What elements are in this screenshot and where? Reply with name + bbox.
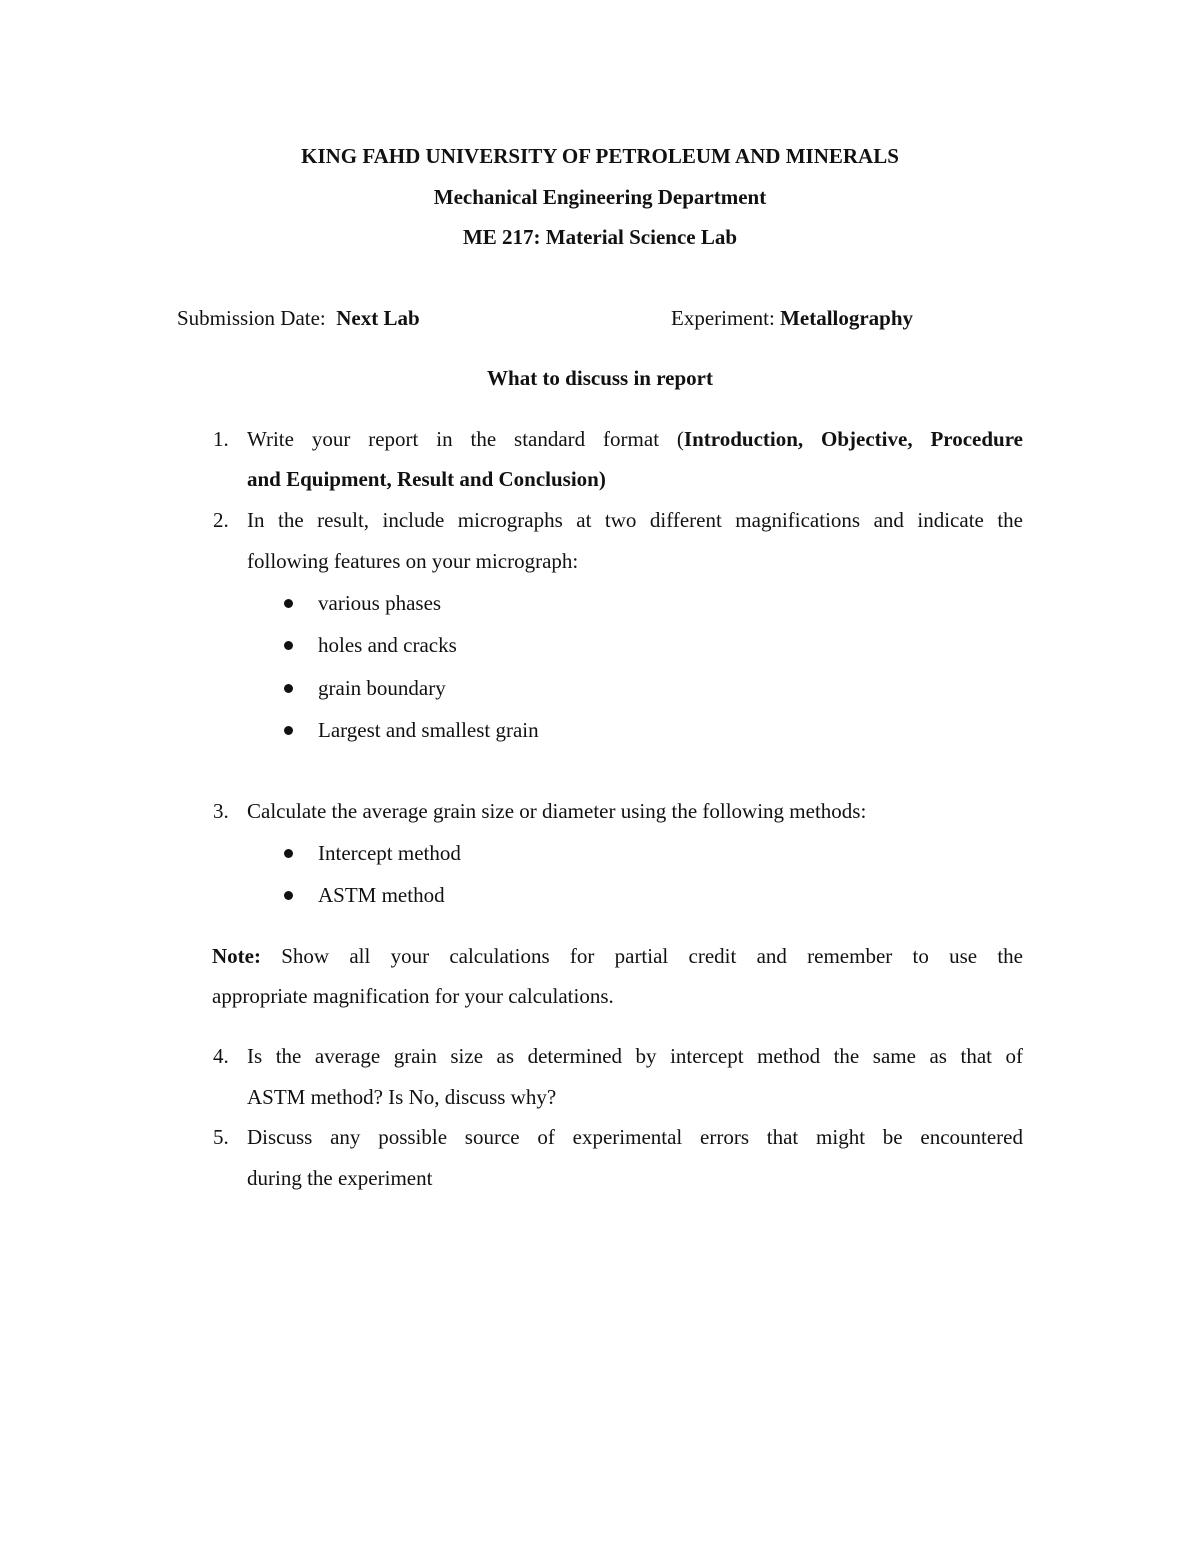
bullet-icon xyxy=(284,891,293,900)
item-1-bold-sections-cont: and Equipment, Result and Conclusion xyxy=(247,467,599,491)
item-5-line-1: Discuss any possible source of experimental errors that might be encountered xyxy=(247,1125,1023,1149)
item-4-line-2: ASTM method? Is No, discuss why? xyxy=(247,1085,557,1109)
item-3-bullet-1: Intercept method xyxy=(318,841,461,865)
bullet-icon xyxy=(284,641,293,650)
item-2-line-1: In the result, include micrographs at two different magnifications and indicate the xyxy=(247,508,1023,532)
university-title: KING FAHD UNIVERSITY OF PETROLEUM AND MINERALS xyxy=(301,144,899,168)
experiment-row xyxy=(671,308,913,329)
course-title: ME 217: Material Science Lab xyxy=(462,225,738,249)
section-title: What to discuss in report xyxy=(487,366,713,390)
item-2-bullet-1: various phases xyxy=(318,591,442,615)
item-1-bold-sections: Introduction, Objective, Procedure xyxy=(683,427,1023,451)
submission-label: Submission Date: xyxy=(177,306,326,330)
bullet-icon xyxy=(284,684,293,693)
experiment-label: Experiment: xyxy=(671,306,775,330)
item-4-line-1: Is the average grain size as determined by intercept method the same as that of xyxy=(247,1044,1023,1068)
submission-value: Next Lab xyxy=(336,306,420,330)
item-1-line-2 xyxy=(247,469,606,490)
item-2-bullet-4: Largest and smallest grain xyxy=(318,718,539,742)
note-line-1 xyxy=(212,946,1023,967)
item-2-bullet-2: holes and cracks xyxy=(318,633,457,657)
item-4-number: 4. xyxy=(213,1044,229,1068)
note-line-2: appropriate magnification for your calculations. xyxy=(212,984,614,1008)
item-2-line-2: following features on your micrograph: xyxy=(247,549,579,573)
item-1-close-paren: ) xyxy=(598,467,606,491)
item-3-line-1: Calculate the average grain size or diameter using the following methods: xyxy=(247,799,867,823)
item-1-text: Write your report in the standard format ( xyxy=(247,427,684,451)
bullet-icon xyxy=(284,726,293,735)
department-title: Mechanical Engineering Department xyxy=(433,185,767,209)
note-text: Show all your calculations for partial credit and remember to use the xyxy=(281,944,1023,968)
item-3-number: 3. xyxy=(213,799,229,823)
item-5-number: 5. xyxy=(213,1125,229,1149)
bullet-icon xyxy=(284,849,293,858)
item-2-bullet-3: grain boundary xyxy=(318,676,446,700)
item-3-bullet-2: ASTM method xyxy=(318,883,445,907)
bullet-icon xyxy=(284,599,293,608)
item-2-number: 2. xyxy=(213,508,229,532)
experiment-value: Metallography xyxy=(780,306,914,330)
item-1-number: 1. xyxy=(213,427,229,451)
note-label: Note: xyxy=(212,944,261,968)
item-1-line-1 xyxy=(247,429,1023,450)
submission-row xyxy=(177,308,420,329)
item-5-line-2: during the experiment xyxy=(247,1166,433,1190)
